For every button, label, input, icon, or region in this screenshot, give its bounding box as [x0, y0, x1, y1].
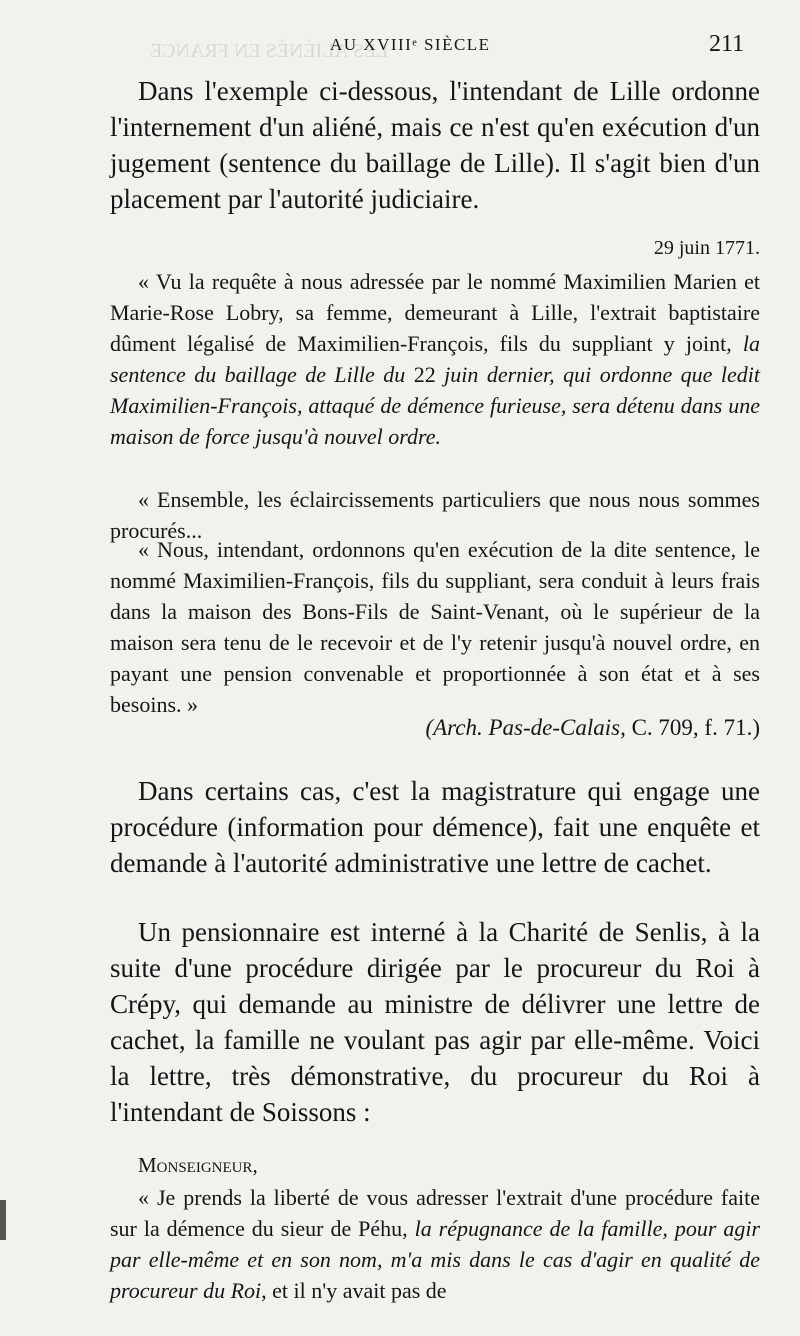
letter-body	[110, 1182, 760, 1306]
quote-requete-text: « Vu la requête à nous adressée par le nommé Maximilien Marien et Marie-Rose Lobry, sa femme, demeurant à Lille, l'extrait baptistaire dûment légalisé de Maximilien-François, fils du suppliant y joint,	[110, 269, 760, 356]
archive-citation	[110, 712, 760, 743]
archive-citation-source: (Arch. Pas-de-Calais,	[425, 715, 626, 740]
letter-salutation: Monseigneur,	[138, 1153, 258, 1177]
paragraph-senlis: Un pensionnaire est interné à la Charité de Senlis, à la suite d'une procédure dirigée par le procureur du Roi à Crépy, qui demande au ministre de délivrer une lettre de cachet, la famille ne voulant pas agir par elle-même. Voici la lettre, très démonstrative, du procureur du Roi à l'intendant de Soissons :	[110, 917, 760, 1127]
letter-body-text: « Je prends la liberté de vous adresser l'extrait d'une procédure faite sur la démence du sieur de Péhu,	[110, 1185, 760, 1241]
binding-edge-mark	[0, 1200, 6, 1240]
archive-citation-ref: C. 709, f. 71.)	[625, 715, 760, 740]
paragraph-intro: Dans l'exemple ci-dessous, l'intendant de Lille ordonne l'internement d'un aliéné, mais ce n'est qu'en exécution d'un jugement (sentence du baillage de Lille). Il s'agit bien d'un placement par l'autorité judiciaire.	[110, 76, 760, 214]
running-title: AU XVIIIᵉ SIÈCLE	[330, 35, 491, 54]
quote-ensemble: « Ensemble, les éclaircissements particuliers que nous nous sommes procurés...	[110, 487, 760, 543]
letter-body-end: , et il n'y avait pas de	[261, 1278, 447, 1303]
quote-requete-italic-1: la sentence du baillage de Lille du	[110, 331, 760, 387]
date-line: 29 juin 1771.	[653, 237, 760, 259]
show-through-text: LES ALIÉNÉS EN FRANCE	[150, 40, 389, 62]
page-header	[0, 33, 800, 63]
paragraph-magistrature: Dans certains cas, c'est la magistrature qui engage une procédure (information pour démence), fait une enquête et demande à l'autorité administrative une lettre de cachet.	[110, 776, 760, 878]
quote-requete	[110, 266, 760, 452]
quote-requete-date: 22	[405, 362, 445, 387]
quote-requete-italic-2: juin dernier, qui ordonne que ledit Maximilien-François, attaqué de démence furieuse, sera détenu dans une maison de force jusqu'à nouvel ordre.	[110, 362, 760, 449]
letter-body-italic: la répugnance de la famille, pour agir par elle-même et en son nom, m'a mis dans le cas d'agir en qualité de procureur du Roi	[110, 1216, 761, 1303]
quote-ordonnance: « Nous, intendant, ordonnons qu'en exécution de la dite sentence, le nommé Maximilien-François, fils du suppliant, sera conduit à leurs frais dans la maison des Bons-Fils de Saint-Venant, où le supérieur de la maison sera tenu de le recevoir et de l'y retenir jusqu'à nouvel ordre, en payant une pension convenable et proportionnée à son état et à ses besoins. »	[110, 537, 760, 717]
page-number: 211	[709, 31, 745, 57]
